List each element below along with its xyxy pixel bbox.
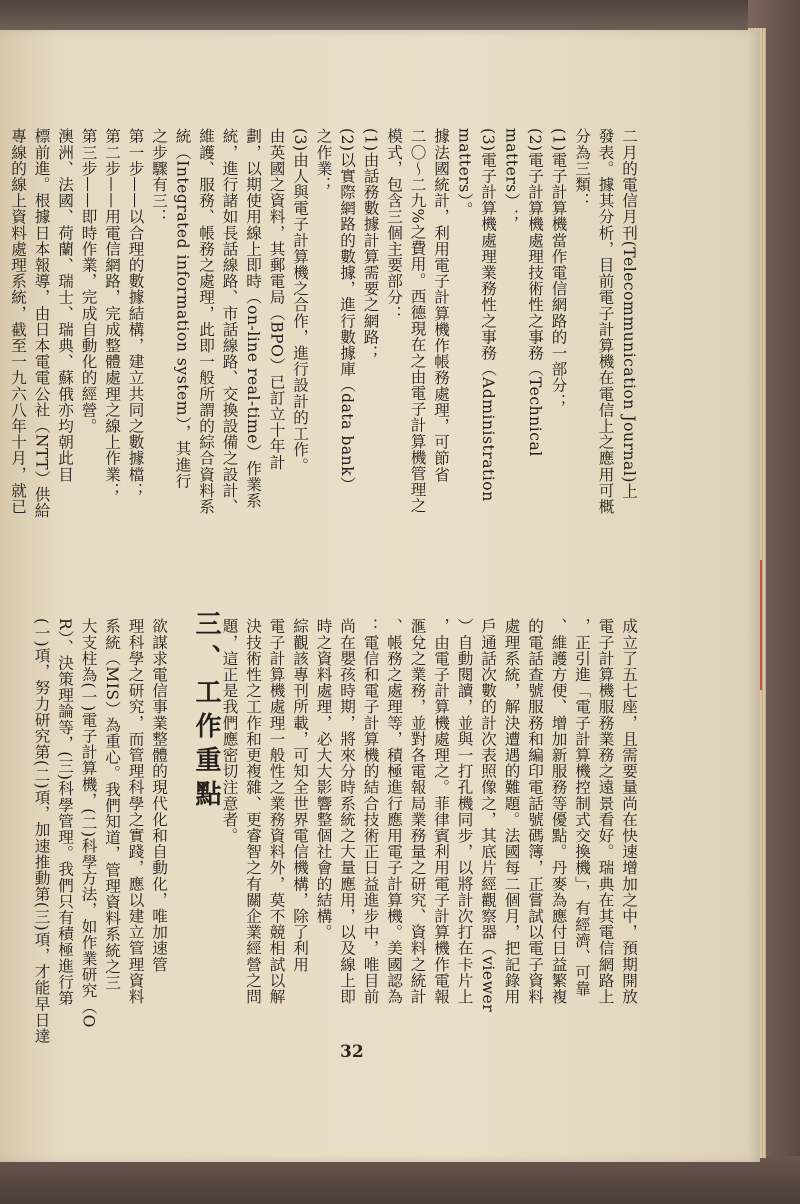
- lower-text-block: 成立了五七座，且需要量尚在快速增加之中，預期開放 電子計算機服務業務之遠景看好。瑞典在其電信網路上 ，正引進「電子計算機控制式交換機」，有經濟、可靠 、維護方便、增加新服務等優點。丹麥為應付日益繁複 的電話查號服務和編印電話號碼簿，正嘗試以電子資料 處理系統，解決遭遇的難題。法國每二個月，把記錄用 戶通話次數的計次表照像之，其底片經觀察器（viewer ）自動閱讀，並與一打孔機同步，以將計次打在卡片上 ，由電子計算機處理之。菲律賓利用電子計算機作電報 滙兌之業務，並對各電報局業務量之研究、資料之統計 、帳務之處理等，積極進行應用電子計算機。美國認為 ：電信和電子計算機的結合技術正日益進步中，唯目前 尚在嬰孩時期，將來分時系統之大量應用，以及線上即 時之資料處理，必大大影響整個社會的結構。 綜觀該專刊所載，可知全世界電信機構，除了利用 電子計算機處理一般性之業務資料外，莫不競相試以解 決技術性之工作和更複雜、更睿智之有關企業經營之問 題，這正是我們應密切注意者。 欲謀求電信事業整體的現代化和自動化，唯加速管 理科學之研究，而管理科學之實踐，應以建立管理資料 系統（MIS）為重心。我們知道，管理資料系統之三 大支柱為(一)電子計算機，(二)科學方法，如作業研究（O R）、決策理論等，(三)科學管理。我們只有積極進行第 (一)項，努力研究第(二)項，加速推動第(三)項，才能早日達: [32, 618, 638, 1044]
- text-area: [9, 128, 640, 1068]
- page-number: 32: [340, 1042, 364, 1062]
- book-page: [0, 30, 760, 1162]
- upper-text-block: 二月的電信月刊(Telecommunication Journal)上 發表。據其分析，目前電子計算機在電信上之應用可概 分為三類： (1)電子計算機當作電信網路的一部分； (2)電子計算機處理技術性之事務（Technical matters）； (3)電子計算機處理業務性之事務（Administration matters）。 據法國統計，利用電子計算機作帳務處理，可節省 二〇～二九%之費用。西德現在之由電子計算機管理之 模式，包含三個主要部分： (1)由話務數據計算需要之網路； (2)以實際網路的數據，進行數據庫（data bank） 之作業； (3)由人與電子計算機之合作，進行設計的工作。 由英國之資料，其郵電局（BPO）已訂立十年計 劃，以期使用線上即時（on-line real-time）作業系 統，進行諸如長話線路、市話線路、交換設備之設計、 維護、服務、帳務之處理，此即一般所謂的綜合資料系 統（Integrated information system），其進行 之步驟有三： 第一步——以合理的數據結構，建立共同之數據檔； 第二步——用電信網路，完成整體處理之線上作業； 第三步——即時作業，完成自動化的經營。 澳洲、法國、荷蘭、瑞士、瑞典、蘇俄亦均朝此目 標前進。根據日本報導，由日本電電公社（NTT）供給 專線的線上資料處理系統，截至一九六八年十月，就已: [9, 128, 638, 519]
- book-cover-bottom: [0, 1156, 800, 1204]
- section-heading: 三、工作重點: [191, 610, 221, 814]
